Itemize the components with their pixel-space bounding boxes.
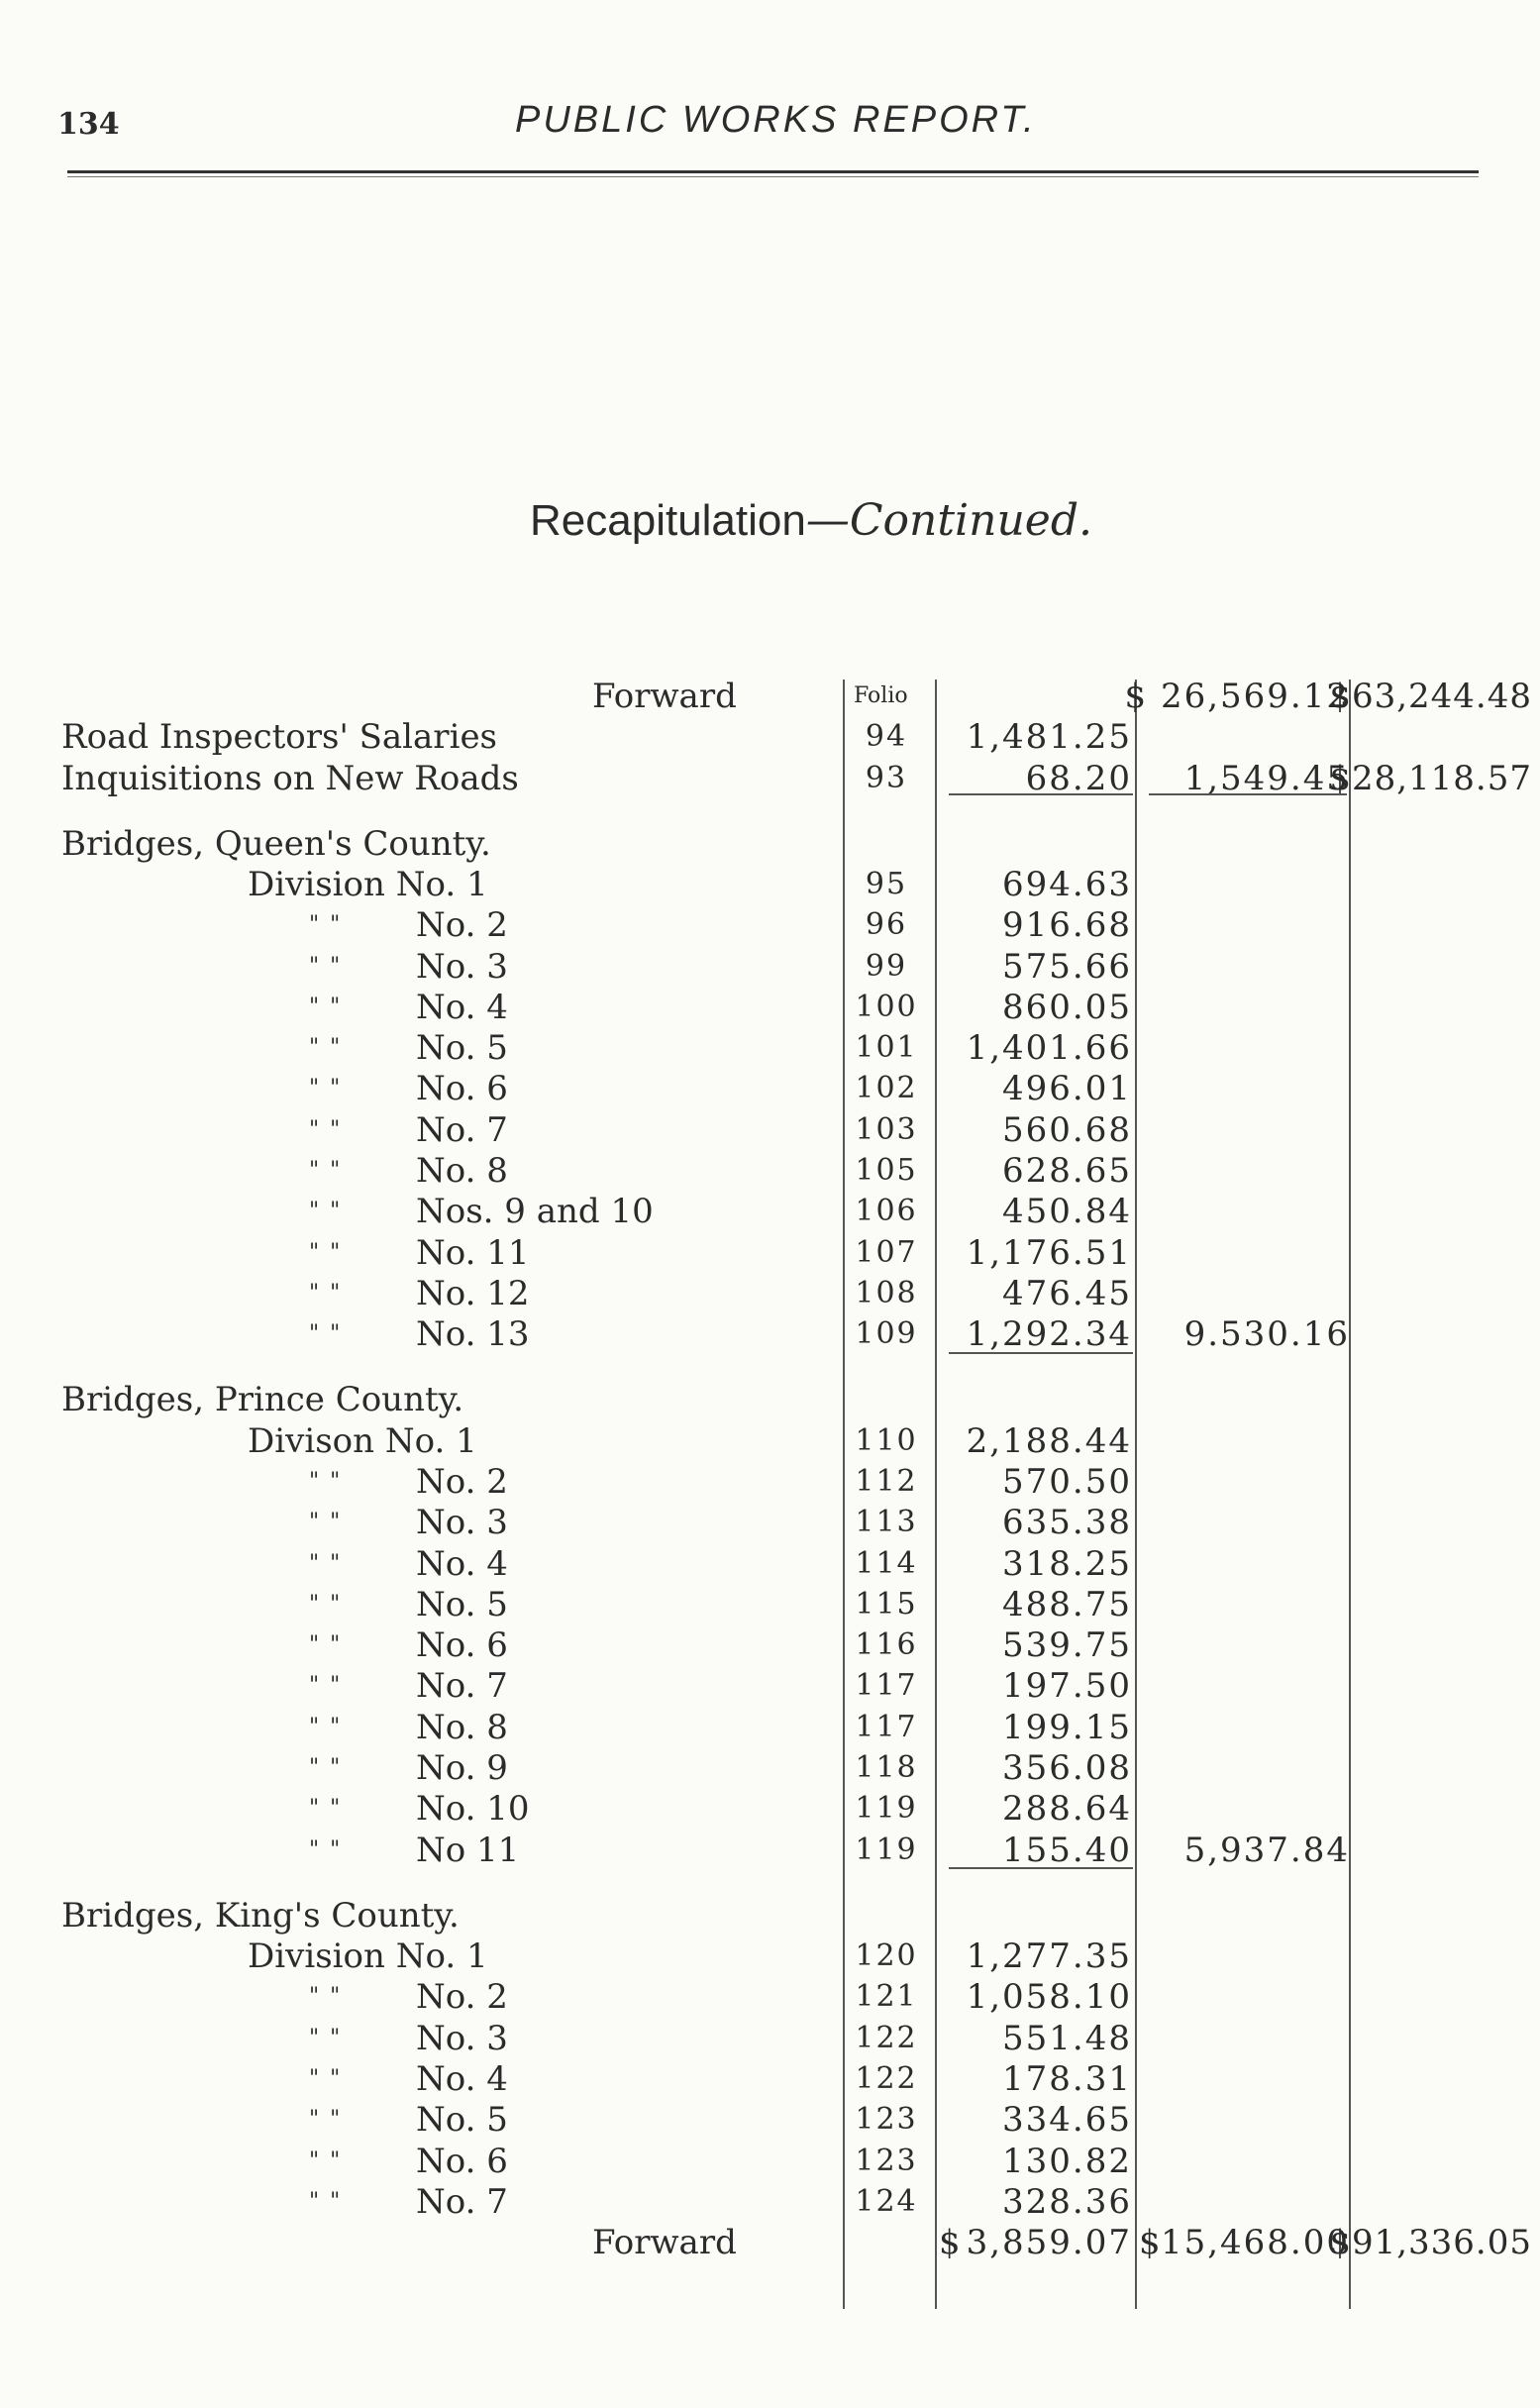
ledger-row (0, 2059, 1540, 2099)
ledger-row (0, 865, 1540, 904)
ledger-row (0, 1708, 1540, 1747)
section-heading-label: Bridges, Queen's County. (61, 823, 491, 864)
ditto-mark: " " (309, 1836, 343, 1862)
row-amount: 916.68 (1002, 905, 1132, 946)
division-label: No. 12 (416, 1273, 530, 1313)
division-label: No. 9 (416, 1748, 508, 1789)
row-amount: 560.68 (1002, 1109, 1132, 1150)
ledger-row (0, 905, 1540, 945)
division-label: No. 13 (416, 1314, 530, 1355)
ledger-row (0, 1544, 1540, 1584)
section-heading-label: Bridges, King's County. (61, 1895, 460, 1936)
division-label: Nos. 9 and 10 (416, 1192, 654, 1232)
division-label: No. 3 (416, 2018, 508, 2058)
row-amount: 476.45 (1002, 1273, 1132, 1313)
row-amount: 1,058.10 (966, 1977, 1132, 2018)
ledger-row (0, 947, 1540, 987)
folio-column-header: Folio (854, 683, 908, 708)
division-label: No. 10 (416, 1789, 530, 1830)
row-amount: 635.38 (1002, 1503, 1132, 1543)
ditto-mark: " " (309, 1632, 343, 1658)
ditto-mark: " " (309, 1116, 343, 1142)
row-folio: 105 (855, 1153, 918, 1189)
row-amount: 539.75 (1002, 1625, 1132, 1666)
row-amount: 575.66 (1002, 946, 1132, 987)
row-amount: 155.40 (1002, 1830, 1132, 1870)
division-label: No. 6 (416, 1625, 508, 1666)
row-amount: 318.25 (1002, 1543, 1132, 1584)
division-label: No. 2 (416, 1461, 508, 1502)
ledger-row (0, 1666, 1540, 1706)
forward-label: Forward (592, 677, 737, 716)
row-folio: 118 (855, 1750, 918, 1786)
ledger-row (0, 1748, 1540, 1788)
forward-subtotal: $ 26,569.12 (1124, 677, 1350, 716)
ledger-row (0, 1233, 1540, 1273)
division-label: No. 7 (416, 1666, 508, 1707)
dollar-sign: $ (939, 2223, 961, 2263)
row-folio: 95 (865, 866, 908, 901)
row-folio: 123 (855, 2102, 918, 2138)
row-folio: 109 (855, 1316, 918, 1352)
row-folio: 120 (855, 1938, 918, 1974)
row-folio: 93 (865, 760, 908, 795)
division-label: No. 5 (416, 1584, 508, 1624)
ledger-row (0, 2100, 1540, 2140)
division-label: No 11 (416, 1830, 520, 1870)
ledger-row (0, 1789, 1540, 1829)
ditto-mark: " " (309, 1035, 343, 1061)
division-label: No. 3 (416, 1503, 508, 1543)
ditto-mark: " " (309, 1239, 343, 1265)
ledger-row (0, 1585, 1540, 1624)
row-amount: 2,188.44 (966, 1420, 1132, 1461)
row-folio: 99 (865, 948, 908, 984)
ditto-mark: " " (309, 2188, 343, 2214)
division-label: Divison No. 1 (248, 1420, 477, 1461)
ditto-mark: " " (309, 953, 343, 979)
row-folio: 103 (855, 1111, 918, 1147)
division-label: Division No. 1 (248, 1937, 488, 1977)
section-subtotal: 9.530.16 (1183, 1314, 1350, 1355)
ledger-row (0, 2019, 1540, 2058)
ditto-mark: " " (309, 2025, 343, 2050)
row-folio: 110 (855, 1422, 918, 1458)
ledger-row (0, 1151, 1540, 1191)
division-label: No. 7 (416, 1109, 508, 1150)
ditto-mark: " " (309, 912, 343, 938)
division-label: No. 11 (416, 1232, 530, 1273)
row-folio: 115 (855, 1586, 918, 1622)
row-folio: 112 (855, 1463, 918, 1499)
ditto-mark: " " (309, 2107, 343, 2133)
ditto-mark: " " (309, 1468, 343, 1494)
row-label: Road Inspectors' Salaries (61, 717, 498, 758)
ledger-row (0, 2142, 1540, 2181)
row-amount: 860.05 (1002, 987, 1132, 1027)
division-label: Division No. 1 (248, 864, 488, 904)
division-label: No. 6 (416, 1069, 508, 1109)
forward-total: $63,244.48 (1329, 677, 1532, 716)
row-amount: 334.65 (1002, 2100, 1132, 2141)
forward-label: Forward (592, 2223, 737, 2263)
ditto-mark: " " (309, 1510, 343, 1535)
row-folio: 106 (855, 1194, 918, 1229)
ditto-mark: " " (309, 994, 343, 1019)
forward-row-top (0, 677, 1540, 716)
row-amount: 1,277.35 (966, 1937, 1132, 1977)
row-amount: 1,176.51 (966, 1232, 1132, 1273)
row-folio: 121 (855, 1979, 918, 2015)
row-amount: 1,401.66 (966, 1028, 1132, 1069)
ditto-mark: " " (309, 1158, 343, 1184)
row-amount: 288.64 (1002, 1789, 1132, 1830)
ditto-mark: " " (309, 1280, 343, 1306)
row-folio: 114 (855, 1545, 918, 1581)
ledger-row (0, 1625, 1540, 1665)
ledger-row (0, 2182, 1540, 2222)
ledger-row (0, 1069, 1540, 1108)
row-amount: 570.50 (1002, 1461, 1132, 1502)
row-folio: 100 (855, 989, 918, 1024)
row-folio: 94 (865, 719, 908, 755)
section-underline (949, 1352, 1133, 1354)
row-folio: 107 (855, 1234, 918, 1270)
ditto-mark: " " (309, 1550, 343, 1576)
row-label: Inquisitions on New Roads (61, 758, 519, 798)
division-label: No. 7 (416, 2181, 508, 2222)
ditto-mark: " " (309, 1199, 343, 1224)
row-amount: 450.84 (1002, 1192, 1132, 1232)
ledger-row (0, 1421, 1540, 1461)
amount-underline (949, 793, 1133, 795)
title-main: Recapitulation (530, 496, 806, 545)
running-title: PUBLIC WORKS REPORT. (515, 99, 1037, 141)
row-subtotal: 1,549.45 (1183, 758, 1350, 798)
ledger-row (0, 1831, 1540, 1870)
title-subtitle: —Continued. (805, 495, 1092, 546)
ditto-mark: " " (309, 2065, 343, 2091)
division-label: No. 8 (416, 1707, 508, 1747)
ledger-row (0, 1028, 1540, 1068)
ditto-mark: " " (309, 2147, 343, 2173)
row-amount: 496.01 (1002, 1069, 1132, 1109)
row-folio: 108 (855, 1275, 918, 1310)
row-folio: 113 (855, 1505, 918, 1540)
row-amount: 694.63 (1002, 864, 1132, 904)
division-label: No. 3 (416, 946, 508, 987)
page-number: 134 (57, 107, 120, 142)
forward-total: $91,336.05 (1329, 2223, 1532, 2263)
section-heading (0, 1896, 1540, 1936)
division-label: No. 5 (416, 1028, 508, 1069)
ledger-row (0, 988, 1540, 1027)
ditto-mark: " " (309, 1714, 343, 1739)
row-folio: 101 (855, 1030, 918, 1066)
section-heading-label: Bridges, Prince County. (61, 1380, 464, 1420)
ledger-row (0, 1462, 1540, 1502)
ditto-mark: " " (309, 1076, 343, 1101)
row-amount: 328.36 (1002, 2181, 1132, 2222)
row-folio: 124 (855, 2183, 918, 2219)
forward-row-bottom (0, 2223, 1540, 2262)
ditto-mark: " " (309, 1796, 343, 1822)
row-amount: 356.08 (1002, 1748, 1132, 1789)
section-subtotal: 5,937.84 (1183, 1830, 1350, 1870)
row-folio: 122 (855, 2020, 918, 2055)
row-amount: 197.50 (1002, 1666, 1132, 1707)
row-amount: 551.48 (1002, 2018, 1132, 2058)
row-folio: 116 (855, 1627, 918, 1663)
ditto-mark: " " (309, 1984, 343, 2010)
division-label: No. 4 (416, 2058, 508, 2099)
row-folio: 119 (855, 1832, 918, 1867)
dollar-sign: $ (1139, 2223, 1161, 2263)
ledger-row (0, 1503, 1540, 1542)
division-label: No. 2 (416, 1977, 508, 2018)
ledger-row (0, 717, 1540, 757)
row-amount: 130.82 (1002, 2141, 1132, 2181)
forward-amount: 3,859.07 (966, 2223, 1132, 2263)
row-folio: 117 (855, 1709, 918, 1744)
row-amount: 1,292.34 (966, 1314, 1132, 1355)
row-folio: 102 (855, 1071, 918, 1106)
ledger-row (0, 1110, 1540, 1150)
division-label: No. 5 (416, 2100, 508, 2141)
row-folio: 117 (855, 1668, 918, 1704)
ledger-row (0, 1192, 1540, 1231)
row-amount: 488.75 (1002, 1584, 1132, 1624)
division-label: No. 4 (416, 987, 508, 1027)
row-amount: 1,481.25 (966, 717, 1132, 758)
row-folio: 123 (855, 2143, 918, 2178)
division-label: No. 6 (416, 2141, 508, 2181)
ditto-mark: " " (309, 1673, 343, 1699)
row-amount: 178.31 (1002, 2058, 1132, 2099)
division-label: No. 2 (416, 905, 508, 946)
division-label: No. 8 (416, 1151, 508, 1192)
row-folio: 122 (855, 2060, 918, 2096)
division-label: No. 4 (416, 1543, 508, 1584)
ledger-row (0, 1274, 1540, 1313)
ditto-mark: " " (309, 1755, 343, 1781)
page-title (530, 495, 1092, 546)
ledger-row (0, 759, 1540, 798)
row-folio: 96 (865, 907, 908, 943)
ditto-mark: " " (309, 1591, 343, 1617)
subtotal-underline (1149, 793, 1347, 795)
row-total: $28,118.57 (1329, 758, 1532, 798)
row-amount: 68.20 (1025, 758, 1132, 798)
section-heading (0, 824, 1540, 864)
forward-subtotal: 15,468.00 (1160, 2223, 1350, 2263)
section-underline (949, 1867, 1133, 1869)
ledger-row (0, 1314, 1540, 1354)
row-amount: 628.65 (1002, 1151, 1132, 1192)
ledger-row (0, 1937, 1540, 1976)
row-amount: 199.15 (1002, 1707, 1132, 1747)
row-folio: 119 (855, 1791, 918, 1827)
section-heading (0, 1380, 1540, 1419)
ditto-mark: " " (309, 1321, 343, 1347)
header-rule (67, 170, 1479, 177)
ledger-row (0, 1977, 1540, 2017)
